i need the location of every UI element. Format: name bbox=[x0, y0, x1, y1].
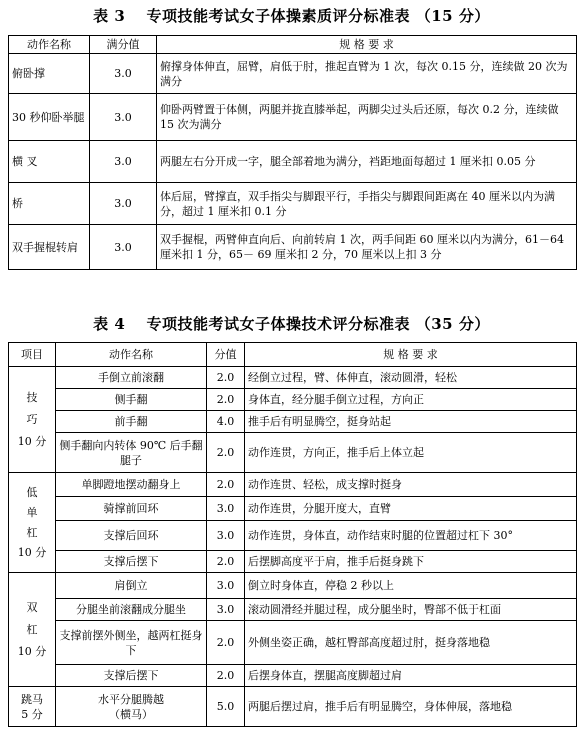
row-name: 桥 bbox=[9, 183, 90, 225]
row-name: 双手握棍转肩 bbox=[9, 225, 90, 270]
row-name: 横 叉 bbox=[9, 141, 90, 183]
table4-title: 表 4 专项技能考试女子体操技术评分标准表 （35 分） bbox=[93, 315, 490, 333]
row-score: 2.0 bbox=[207, 367, 245, 389]
row-req: 经倒立过程，臂、体伸直，滚动圆滑，轻松 bbox=[245, 367, 577, 389]
row-req: 动作连贯，身体直，动作结束时腿的位置超过杠下 30° bbox=[245, 521, 577, 551]
row-name: 侧手翻向内转体 90℃ 后手翻腿子 bbox=[56, 433, 207, 473]
row-score: 2.0 bbox=[207, 551, 245, 573]
row-name: 水平分腿腾越 （横马） bbox=[56, 687, 207, 727]
row-req: 动作连贯，方向正，推手后上体立起 bbox=[245, 433, 577, 473]
row-req: 俯撑身体伸直，屈臂，肩低于肘，推起直臂为 1 次，每次 0.15 分，连续做 20 次为满分 bbox=[157, 54, 577, 94]
row-req: 后摆身体直，摆腿高度脚超过肩 bbox=[245, 665, 577, 687]
row-name: 单脚蹬地摆动翻身上 bbox=[56, 473, 207, 497]
row-name: 前手翻 bbox=[56, 411, 207, 433]
row-name: 支撑前摆外侧坐，越两杠挺身下 bbox=[56, 621, 207, 665]
row-req: 外侧坐姿正确，越杠臀部高度超过肘，挺身落地稳 bbox=[245, 621, 577, 665]
row-score: 3.0 bbox=[90, 141, 157, 183]
row-req: 后摆脚高度平于肩，推手后挺身跳下 bbox=[245, 551, 577, 573]
row-score: 3.0 bbox=[90, 54, 157, 94]
row-name: 肩倒立 bbox=[56, 573, 207, 599]
table-row bbox=[9, 573, 577, 599]
row-score: 2.0 bbox=[207, 621, 245, 665]
row-req: 推手后有明显腾空，挺身站起 bbox=[245, 411, 577, 433]
project-cell: 技 巧 10 分 bbox=[9, 367, 56, 473]
col-header-score: 满分值 bbox=[90, 36, 157, 54]
row-name: 支撑后摆下 bbox=[56, 665, 207, 687]
col-header-name: 动作名称 bbox=[9, 36, 90, 54]
table-row bbox=[9, 225, 577, 270]
row-name: 侧手翻 bbox=[56, 389, 207, 411]
row-req: 动作连贯、轻松，成支撑时挺身 bbox=[245, 473, 577, 497]
table-row bbox=[9, 621, 577, 665]
row-name: 骑撑前回环 bbox=[56, 497, 207, 521]
row-score: 3.0 bbox=[90, 225, 157, 270]
project-cell: 跳马 5 分 bbox=[9, 687, 56, 727]
table3-header-row bbox=[9, 36, 577, 54]
table3-title: 表 3 专项技能考试女子体操素质评分标准表 （15 分） bbox=[93, 7, 490, 25]
row-score: 4.0 bbox=[207, 411, 245, 433]
table-row bbox=[9, 599, 577, 621]
row-score: 2.0 bbox=[207, 433, 245, 473]
row-score: 3.0 bbox=[207, 573, 245, 599]
col-header-name: 动作名称 bbox=[56, 343, 207, 367]
row-req: 体后屈，臂撑直，双手指尖与脚跟平行，手指尖与脚跟间距离在 40 厘米以内为满分，超过 1 厘米扣 0.1 分 bbox=[157, 183, 577, 225]
table-row bbox=[9, 433, 577, 473]
table-row bbox=[9, 411, 577, 433]
table-row bbox=[9, 687, 577, 727]
row-req: 身体直，经分腿手倒立过程，方向正 bbox=[245, 389, 577, 411]
table-row bbox=[9, 497, 577, 521]
row-req: 两腿后摆过肩，推手后有明显腾空，身体伸展，落地稳 bbox=[245, 687, 577, 727]
table-row bbox=[9, 389, 577, 411]
row-score: 2.0 bbox=[207, 473, 245, 497]
table-row bbox=[9, 183, 577, 225]
row-name: 支撑后回环 bbox=[56, 521, 207, 551]
row-name: 支撑后摆下 bbox=[56, 551, 207, 573]
col-header-req: 规 格 要 求 bbox=[245, 343, 577, 367]
table-row bbox=[9, 141, 577, 183]
table-row bbox=[9, 54, 577, 94]
row-score: 2.0 bbox=[207, 389, 245, 411]
table4 bbox=[8, 342, 577, 727]
row-name: 俯卧撑 bbox=[9, 54, 90, 94]
row-name: 手倒立前滚翻 bbox=[56, 367, 207, 389]
table-row bbox=[9, 665, 577, 687]
table-row bbox=[9, 473, 577, 497]
row-score: 3.0 bbox=[90, 183, 157, 225]
row-score: 3.0 bbox=[90, 94, 157, 141]
row-req: 滚动圆滑经并腿过程，成分腿坐时，臀部不低于杠面 bbox=[245, 599, 577, 621]
col-header-score: 分值 bbox=[207, 343, 245, 367]
table-row bbox=[9, 367, 577, 389]
row-req: 动作连贯，分腿开度大，直臂 bbox=[245, 497, 577, 521]
row-name: 分腿坐前滚翻成分腿坐 bbox=[56, 599, 207, 621]
project-cell: 双 杠 10 分 bbox=[9, 573, 56, 687]
row-req: 双手握棍，两臂伸直向后、向前转肩 1 次，两手间距 60 厘米以内为满分，61－64 厘米扣 1 分，65－ 69 厘米扣 2 分，70 厘米以上扣 3 分 bbox=[157, 225, 577, 270]
table3 bbox=[8, 35, 577, 270]
row-req: 倒立时身体直，停稳 2 秒以上 bbox=[245, 573, 577, 599]
col-header-req: 规 格 要 求 bbox=[157, 36, 577, 54]
row-score: 2.0 bbox=[207, 665, 245, 687]
row-score: 5.0 bbox=[207, 687, 245, 727]
row-score: 3.0 bbox=[207, 599, 245, 621]
row-req: 两腿左右分开成一字，腿全部着地为满分，裆距地面每超过 1 厘米扣 0.05 分 bbox=[157, 141, 577, 183]
table-row bbox=[9, 521, 577, 551]
row-score: 3.0 bbox=[207, 521, 245, 551]
table-row bbox=[9, 94, 577, 141]
row-name: 30 秒仰卧举腿 bbox=[9, 94, 90, 141]
row-req: 仰卧两臂置于体侧，两腿并拢直膝举起，两脚尖过头后还原，每次 0.2 分，连续做 15 次为满分 bbox=[157, 94, 577, 141]
row-score: 3.0 bbox=[207, 497, 245, 521]
table-row bbox=[9, 551, 577, 573]
col-header-project: 项目 bbox=[9, 343, 56, 367]
project-cell: 低 单 杠 10 分 bbox=[9, 473, 56, 573]
table4-header-row bbox=[9, 343, 577, 367]
